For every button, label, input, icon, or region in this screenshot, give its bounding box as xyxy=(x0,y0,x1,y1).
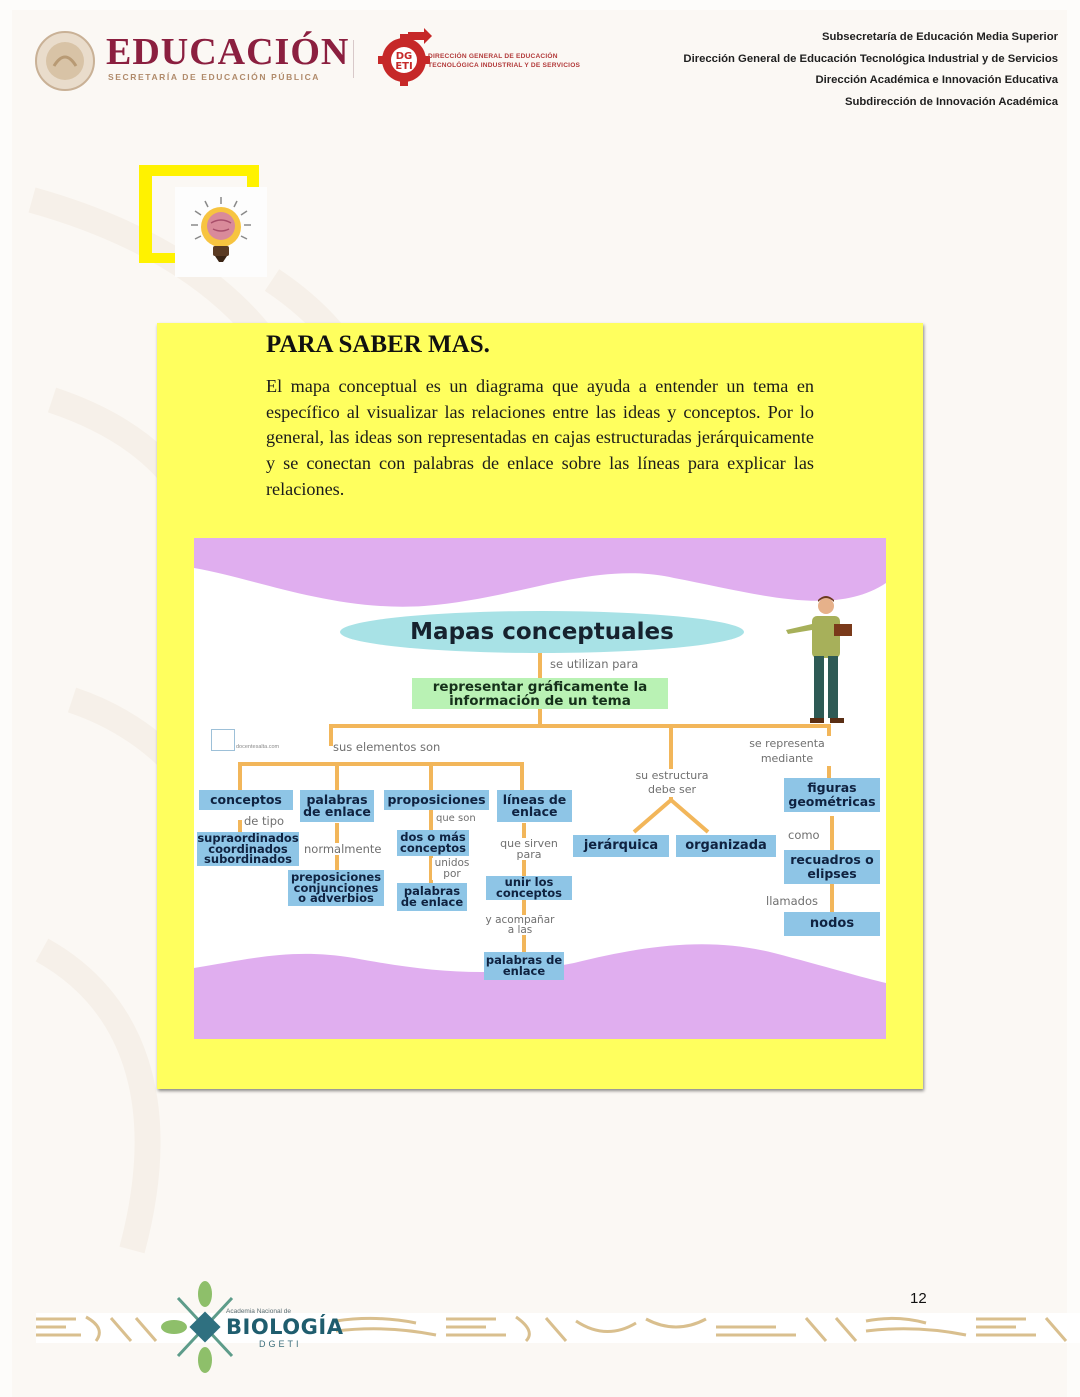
link-label: su estructura debe ser xyxy=(630,769,714,797)
link-label: normalmente xyxy=(304,842,382,856)
concept-node: unir los conceptos xyxy=(486,876,572,900)
concept-node: dos o más conceptos xyxy=(397,830,469,856)
teacher-illustration-icon xyxy=(782,594,862,726)
concept-node: supraordinados coordinados subordinados xyxy=(197,831,299,867)
academy-small-label: Academia Nacional de xyxy=(226,1308,292,1315)
concept-node: recuadros o elipses xyxy=(784,850,880,884)
link-label: y acompañar a las xyxy=(482,915,558,935)
link-label: que sirven para xyxy=(496,838,562,860)
lightbulb-brain-icon xyxy=(175,187,267,277)
concept-node: líneas de enlace xyxy=(497,790,572,822)
concept-node: figuras geométricas xyxy=(784,778,880,812)
svg-text:DG: DG xyxy=(395,51,413,62)
section-body-text: El mapa conceptual es un diagrama que ayuda a entender un tema en específico al visualizar las relaciones entre las ideas y conceptos. Por lo general, las ideas son representadas en cajas estructuradas jerárquicamente y se conectan con palabras de enlace sobre las líneas para explicar las relaciones. xyxy=(266,376,814,499)
dgeti-logo-text xyxy=(428,52,580,70)
header-line: Subsecretaría de Educación Media Superior xyxy=(821,31,1058,43)
concept-node: palabras de enlace xyxy=(485,953,563,978)
education-logo-title: EDUCACIÓN xyxy=(106,31,350,73)
link-label: se representa mediante xyxy=(742,736,832,766)
dgeti-gear-logo-icon xyxy=(378,28,432,88)
link-label: unidos por xyxy=(432,858,472,880)
section-title: PARA SABER MAS. xyxy=(266,331,490,358)
page-number: 12 xyxy=(910,1290,927,1307)
dgeti-line-2: TECNOLÓGICA INDUSTRIAL Y DE SERVICIOS xyxy=(428,62,581,69)
academy-subtitle: DGETI xyxy=(259,1339,302,1349)
academy-title: BIOLOGÍA xyxy=(226,1315,344,1339)
concept-node: preposiciones conjunciones o adverbios xyxy=(288,870,384,906)
link-label: sus elementos son xyxy=(333,740,441,754)
concept-node: proposiciones xyxy=(384,790,489,810)
diagram-title-oval: Mapas conceptuales xyxy=(340,611,744,653)
header-divider xyxy=(353,40,354,78)
header-line: Subdirección de Innovación Académica xyxy=(844,95,1058,108)
link-label: llamados xyxy=(766,894,819,908)
link-label: que son xyxy=(436,813,476,824)
concept-node: palabras de enlace xyxy=(300,790,374,822)
source-watermark: docentesalta.com xyxy=(236,744,280,750)
concept-node-main: representar gráficamente la información de un tema xyxy=(412,678,668,709)
concept-node: palabras de enlace xyxy=(397,883,467,911)
concept-node: organizada xyxy=(676,835,776,857)
link-label: como xyxy=(788,828,820,842)
concept-node: conceptos xyxy=(199,790,293,810)
concept-node: nodos xyxy=(784,912,880,936)
link-label: se utilizan para xyxy=(550,657,639,671)
header-line: Dirección Académica e Innovación Educativa xyxy=(815,74,1058,86)
header-institution-lines xyxy=(683,29,1058,115)
concept-map-image xyxy=(194,538,886,1039)
mexico-seal-icon xyxy=(32,30,98,92)
icon-frame xyxy=(175,187,267,277)
link-label: de tipo xyxy=(244,814,285,828)
header-line: Dirección General de Educación Tecnológica Industrial y de Servicios xyxy=(683,52,1058,65)
svg-text:ETI: ETI xyxy=(395,61,413,72)
concept-node: jerárquica xyxy=(573,835,669,857)
education-logo-subtitle: SECRETARÍA DE EDUCACIÓN PÚBLICA xyxy=(108,72,321,82)
dgeti-line-1: DIRECCIÓN GENERAL DE EDUCACIÓN xyxy=(428,53,558,60)
source-logo-icon xyxy=(211,729,235,751)
